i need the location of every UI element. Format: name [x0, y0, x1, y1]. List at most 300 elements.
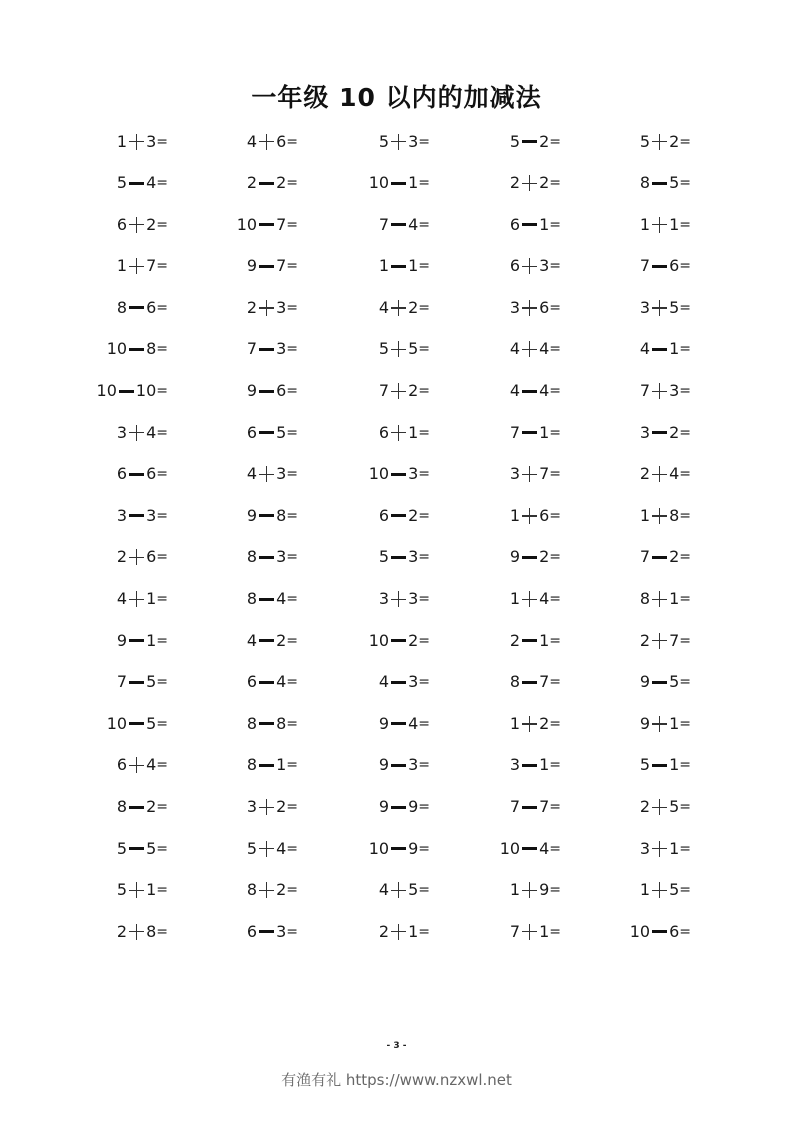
math-problem [451, 293, 561, 321]
operand-a: 2 [378, 921, 390, 941]
minus-icon [258, 549, 275, 565]
operand-a: 10 [368, 630, 390, 650]
operand-a: 8 [246, 880, 258, 900]
equals-sign: = [418, 715, 430, 732]
operand-b: 2 [539, 713, 550, 733]
minus-icon [128, 300, 145, 316]
plus-icon [521, 716, 538, 732]
math-problem [581, 585, 691, 613]
operand-a: 5 [116, 173, 128, 193]
operand-a: 10 [106, 713, 128, 733]
math-problem [58, 917, 168, 945]
math-problem [320, 751, 430, 779]
operand-b: 8 [276, 505, 287, 525]
plus-icon [258, 300, 275, 316]
operand-a: 2 [246, 173, 258, 193]
math-problem [320, 127, 430, 155]
equals-sign: = [286, 466, 298, 483]
operand-b: 3 [276, 464, 287, 484]
equals-sign: = [549, 258, 561, 275]
operand-a: 8 [509, 672, 521, 692]
math-problem [451, 793, 561, 821]
math-problem [188, 169, 298, 197]
problem-row [0, 293, 793, 335]
operand-b: 4 [276, 589, 287, 609]
operand-b: 2 [408, 297, 419, 317]
minus-icon [651, 175, 668, 191]
math-problem [451, 709, 561, 737]
equals-sign: = [418, 258, 430, 275]
operand-a: 10 [368, 838, 390, 858]
equals-sign: = [549, 175, 561, 192]
equals-sign: = [418, 383, 430, 400]
minus-icon [390, 549, 407, 565]
operand-a: 7 [378, 381, 390, 401]
math-problem [58, 127, 168, 155]
math-problem [320, 917, 430, 945]
operand-b: 5 [408, 339, 419, 359]
minus-icon [521, 134, 538, 150]
math-problem [581, 210, 691, 238]
math-problem [320, 335, 430, 363]
plus-icon [521, 466, 538, 482]
operand-a: 5 [378, 547, 390, 567]
operand-a: 3 [509, 297, 521, 317]
plus-icon [258, 799, 275, 815]
plus-icon [390, 383, 407, 399]
plus-icon [128, 217, 145, 233]
operand-b: 4 [539, 589, 550, 609]
math-problem [581, 751, 691, 779]
math-problem [451, 210, 561, 238]
operand-b: 3 [408, 131, 419, 151]
minus-icon [128, 799, 145, 815]
operand-a: 4 [246, 630, 258, 650]
operand-b: 3 [276, 921, 287, 941]
minus-icon [390, 258, 407, 274]
plus-icon [128, 549, 145, 565]
plus-icon [651, 716, 668, 732]
operand-a: 4 [246, 464, 258, 484]
operand-b: 4 [408, 713, 419, 733]
operand-b: 6 [539, 297, 550, 317]
operand-b: 4 [669, 464, 680, 484]
operand-a: 5 [639, 131, 651, 151]
operand-a: 7 [509, 422, 521, 442]
plus-icon [651, 466, 668, 482]
operand-b: 1 [539, 214, 550, 234]
operand-a: 5 [509, 131, 521, 151]
operand-a: 9 [378, 797, 390, 816]
operand-a: 3 [116, 505, 128, 525]
equals-sign: = [549, 591, 561, 608]
math-problem [58, 751, 168, 779]
operand-a: 7 [509, 921, 521, 941]
operand-a: 7 [246, 339, 258, 359]
math-problem [451, 834, 561, 862]
equals-sign: = [418, 133, 430, 150]
operand-b: 1 [408, 256, 419, 276]
operand-a: 6 [378, 505, 390, 525]
math-problem [320, 252, 430, 280]
operand-b: 5 [146, 672, 157, 692]
operand-b: 2 [408, 505, 419, 525]
equals-sign: = [549, 799, 561, 815]
operand-a: 4 [509, 381, 521, 401]
plus-icon [521, 341, 538, 357]
math-problem [451, 501, 561, 529]
problem-row [0, 668, 793, 710]
operand-b: 7 [539, 464, 550, 484]
plus-icon [651, 217, 668, 233]
operand-a: 6 [116, 464, 128, 484]
operand-a: 7 [116, 672, 128, 692]
operand-a: 5 [639, 755, 651, 775]
operand-b: 8 [669, 505, 680, 525]
operand-a: 8 [246, 755, 258, 775]
operand-a: 4 [246, 131, 258, 151]
operand-b: 7 [276, 214, 287, 234]
equals-sign: = [418, 341, 430, 358]
operand-b: 8 [276, 713, 287, 733]
math-problem [58, 210, 168, 238]
operand-a: 10 [236, 214, 258, 234]
operand-b: 6 [276, 131, 287, 151]
operand-a: 2 [116, 547, 128, 567]
equals-sign: = [156, 840, 168, 857]
equals-sign: = [418, 549, 430, 566]
math-problem [451, 127, 561, 155]
plus-icon [521, 175, 538, 191]
operand-a: 2 [639, 797, 651, 816]
math-problem [58, 169, 168, 197]
operand-a: 8 [116, 797, 128, 816]
minus-icon [651, 341, 668, 357]
math-problem [188, 876, 298, 904]
minus-icon [390, 757, 407, 773]
page-title: 一年级 10 以内的加减法 [251, 83, 542, 112]
minus-icon [258, 508, 275, 524]
plus-icon [128, 258, 145, 274]
operand-a: 1 [509, 713, 521, 733]
equals-sign: = [549, 923, 561, 940]
operand-b: 3 [276, 297, 287, 317]
operand-a: 8 [639, 589, 651, 609]
minus-icon [651, 757, 668, 773]
equals-sign: = [549, 507, 561, 524]
equals-sign: = [418, 175, 430, 192]
minus-icon [521, 425, 538, 441]
operand-b: 2 [276, 797, 287, 816]
equals-sign: = [549, 133, 561, 150]
problem-row [0, 252, 793, 294]
minus-icon [390, 466, 407, 482]
plus-icon [651, 799, 668, 815]
plus-icon [128, 591, 145, 607]
math-problem [188, 751, 298, 779]
equals-sign: = [549, 882, 561, 899]
operand-b: 1 [539, 422, 550, 442]
operand-b: 9 [408, 797, 419, 816]
equals-sign: = [156, 133, 168, 150]
operand-a: 1 [639, 880, 651, 900]
operand-b: 2 [146, 214, 157, 234]
minus-icon [258, 383, 275, 399]
equals-sign: = [156, 507, 168, 524]
page-number: - 3 - [386, 1041, 407, 1051]
minus-icon [390, 508, 407, 524]
problem-row [0, 169, 793, 211]
math-problem [451, 335, 561, 363]
operand-b: 6 [146, 464, 157, 484]
operand-b: 5 [669, 672, 680, 692]
operand-b: 2 [669, 422, 680, 442]
math-problem [188, 501, 298, 529]
math-problem [320, 293, 430, 321]
operand-a: 5 [378, 131, 390, 151]
math-problem [58, 460, 168, 488]
math-problem [581, 127, 691, 155]
problem-row [0, 793, 793, 835]
operand-a: 9 [509, 547, 521, 567]
equals-sign: = [286, 549, 298, 566]
equals-sign: = [549, 424, 561, 441]
operand-a: 6 [378, 422, 390, 442]
math-problem [451, 917, 561, 945]
operand-b: 1 [669, 838, 680, 858]
problem-row [0, 377, 793, 419]
math-problem [320, 460, 430, 488]
math-problem [188, 793, 298, 821]
minus-icon [390, 716, 407, 732]
operand-b: 6 [669, 921, 680, 941]
equals-sign: = [679, 799, 691, 815]
operand-b: 1 [539, 630, 550, 650]
plus-icon [651, 882, 668, 898]
math-problem [581, 418, 691, 446]
equals-sign: = [286, 632, 298, 649]
plus-icon [258, 882, 275, 898]
operand-b: 4 [539, 381, 550, 401]
equals-sign: = [156, 175, 168, 192]
math-problem [320, 377, 430, 405]
math-problem [581, 626, 691, 654]
operand-a: 9 [246, 256, 258, 276]
equals-sign: = [549, 840, 561, 857]
plus-icon [258, 841, 275, 857]
math-problem [58, 876, 168, 904]
problem-row [0, 585, 793, 627]
math-problem [581, 501, 691, 529]
minus-icon [128, 674, 145, 690]
operand-b: 2 [276, 880, 287, 900]
operand-b: 2 [539, 547, 550, 567]
operand-b: 5 [276, 422, 287, 442]
operand-a: 4 [378, 672, 390, 692]
math-problem [320, 793, 430, 821]
minus-icon [521, 549, 538, 565]
equals-sign: = [679, 674, 691, 691]
equals-sign: = [286, 591, 298, 608]
operand-b: 6 [276, 381, 287, 401]
math-problem [320, 668, 430, 696]
math-problem [451, 169, 561, 197]
operand-b: 1 [408, 422, 419, 442]
equals-sign: = [679, 383, 691, 400]
operand-b: 1 [669, 713, 680, 733]
minus-icon [390, 217, 407, 233]
equals-sign: = [679, 715, 691, 732]
operand-a: 4 [509, 339, 521, 359]
operand-b: 7 [146, 256, 157, 276]
math-problem [188, 585, 298, 613]
operand-b: 1 [539, 921, 550, 941]
operand-b: 7 [539, 672, 550, 692]
equals-sign: = [679, 424, 691, 441]
operand-a: 6 [509, 256, 521, 276]
operand-a: 9 [246, 505, 258, 525]
equals-sign: = [549, 549, 561, 566]
operand-b: 2 [276, 630, 287, 650]
operand-b: 3 [276, 339, 287, 359]
operand-b: 2 [539, 131, 550, 151]
operand-a: 4 [378, 880, 390, 900]
math-problem [58, 293, 168, 321]
problem-row [0, 460, 793, 502]
operand-b: 2 [669, 131, 680, 151]
operand-a: 9 [378, 713, 390, 733]
equals-sign: = [156, 299, 168, 316]
plus-icon [651, 591, 668, 607]
minus-icon [651, 674, 668, 690]
equals-sign: = [286, 133, 298, 150]
minus-icon [258, 633, 275, 649]
equals-sign: = [679, 175, 691, 192]
operand-b: 9 [408, 838, 419, 858]
minus-icon [258, 924, 275, 940]
problem-row [0, 751, 793, 793]
equals-sign: = [679, 466, 691, 483]
operand-b: 6 [669, 256, 680, 276]
operand-a: 10 [96, 381, 117, 401]
operand-a: 10 [368, 173, 390, 193]
operand-a: 9 [639, 672, 651, 692]
math-problem [581, 335, 691, 363]
minus-icon [128, 633, 145, 649]
equals-sign: = [156, 715, 168, 732]
math-problem [58, 668, 168, 696]
equals-sign: = [418, 591, 430, 608]
equals-sign: = [156, 549, 168, 566]
minus-icon [258, 175, 275, 191]
plus-icon [521, 591, 538, 607]
operand-b: 2 [146, 797, 157, 816]
equals-sign: = [549, 757, 561, 774]
operand-b: 1 [669, 589, 680, 609]
equals-sign: = [286, 299, 298, 316]
plus-icon [390, 425, 407, 441]
math-problem [451, 252, 561, 280]
math-problem [581, 293, 691, 321]
math-problem [581, 709, 691, 737]
operand-b: 1 [669, 339, 680, 359]
equals-sign: = [156, 799, 168, 815]
operand-a: 6 [116, 214, 128, 234]
plus-icon [651, 300, 668, 316]
operand-a: 1 [509, 589, 521, 609]
math-problem [58, 626, 168, 654]
equals-sign: = [286, 840, 298, 857]
equals-sign: = [418, 216, 430, 233]
operand-b: 6 [146, 297, 157, 317]
equals-sign: = [286, 341, 298, 358]
equals-sign: = [156, 466, 168, 483]
math-problem [58, 543, 168, 571]
problem-row [0, 210, 793, 252]
operand-a: 8 [116, 297, 128, 317]
math-problem [320, 543, 430, 571]
operand-a: 3 [639, 838, 651, 858]
problem-row [0, 876, 793, 918]
minus-icon [258, 425, 275, 441]
minus-icon [390, 633, 407, 649]
equals-sign: = [156, 632, 168, 649]
operand-a: 3 [116, 422, 128, 442]
operand-b: 3 [146, 505, 157, 525]
operand-a: 6 [116, 755, 128, 775]
math-problem [581, 460, 691, 488]
equals-sign: = [286, 175, 298, 192]
operand-a: 1 [639, 505, 651, 525]
minus-icon [651, 549, 668, 565]
math-problem [58, 252, 168, 280]
math-problem [451, 460, 561, 488]
problem-row [0, 127, 793, 169]
equals-sign: = [418, 923, 430, 940]
plus-icon [128, 924, 145, 940]
footer-watermark: 有渔有礼 https://www.nzxwl.net [281, 1071, 512, 1089]
math-problem [188, 127, 298, 155]
minus-icon [651, 924, 668, 940]
equals-sign: = [286, 507, 298, 524]
minus-icon [521, 633, 538, 649]
operand-b: 7 [539, 797, 550, 816]
math-problem [581, 834, 691, 862]
operand-b: 3 [408, 589, 419, 609]
plus-icon [651, 134, 668, 150]
plus-icon [128, 425, 145, 441]
problem-row [0, 501, 793, 543]
equals-sign: = [549, 299, 561, 316]
math-problem [581, 668, 691, 696]
equals-sign: = [549, 715, 561, 732]
operand-b: 5 [146, 713, 157, 733]
operand-b: 1 [146, 589, 157, 609]
equals-sign: = [549, 632, 561, 649]
math-problem [58, 377, 168, 405]
operand-a: 10 [368, 464, 390, 484]
operand-a: 1 [509, 880, 521, 900]
equals-sign: = [418, 507, 430, 524]
math-problem [188, 834, 298, 862]
minus-icon [521, 841, 538, 857]
operand-a: 7 [639, 381, 651, 401]
minus-icon [128, 466, 145, 482]
equals-sign: = [679, 341, 691, 358]
operand-b: 3 [539, 256, 550, 276]
math-problem [188, 335, 298, 363]
equals-sign: = [156, 882, 168, 899]
